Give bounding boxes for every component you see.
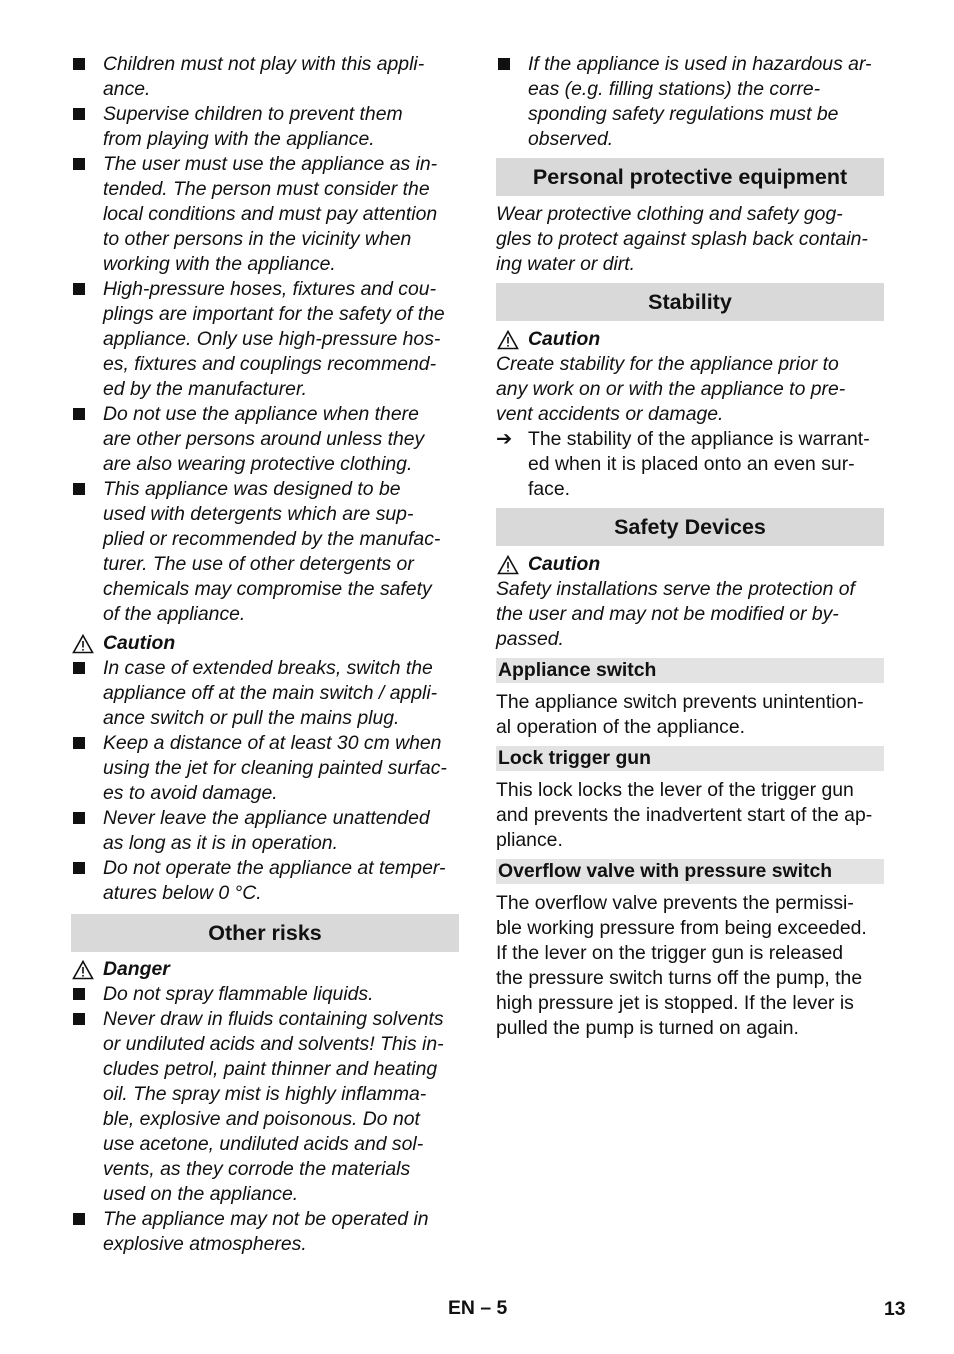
list-item-text: High-pressure hoses, fixtures and cou- plings are important for the safety of the appliance. Only use high-pressure hos- es, fixtures and couplings recommend- ed by the manufacturer.: [103, 278, 445, 400]
safety-devices-heading: Safety Devices: [496, 508, 884, 546]
list-item: [71, 656, 459, 731]
bullet-square-icon: [73, 58, 85, 70]
bullet-square-icon: [73, 108, 85, 120]
ppe-text: Wear protective clothing and safety gog- gles to protect against splash back contain- ing water or dirt.: [496, 203, 868, 275]
overflow-valve-text: The overflow valve prevents the permissi- ble working pressure from being exceeded. If the lever on the trigger gun is released the pressure switch turns off the pump, the high pressure jet is stopped. If the lever is pulled the pump is turned on again.: [496, 892, 867, 1039]
stability-heading: Stability: [496, 283, 884, 321]
stability-caution-text: Create stability for the appliance prior to any work on or with the appliance to pre- vent accidents or damage.: [496, 353, 846, 425]
left-column: [71, 52, 459, 1257]
list-item-text: Do not spray flammable liquids.: [103, 983, 374, 1005]
warning-triangle-icon: [72, 634, 94, 654]
bullet-list-danger: [71, 982, 459, 1257]
caution-label: Caution: [528, 328, 601, 350]
lock-trigger-heading: Lock trigger gun: [496, 746, 884, 771]
list-item: [71, 1207, 459, 1257]
list-item: [71, 806, 459, 856]
list-item: [71, 731, 459, 806]
bullet-square-icon: [73, 483, 85, 495]
right-column: [496, 52, 884, 1041]
ppe-heading: Personal protective equipment: [496, 158, 884, 196]
bullet-square-icon: [73, 662, 85, 674]
list-item: [71, 52, 459, 102]
list-item-text: Keep a distance of at least 30 cm when using the jet for cleaning painted surfac- es to avoid damage.: [103, 732, 447, 804]
safety-caution-heading: [496, 552, 884, 577]
list-item-text: The user must use the appliance as in- tended. The person must consider the local conditions and must pay attention to other persons in the vicinity when working with the appliance.: [103, 153, 438, 275]
lock-trigger-text: This lock locks the lever of the trigger gun and prevents the inadvertent start of the ap- pliance.: [496, 779, 873, 851]
warning-triangle-icon: [497, 330, 519, 350]
bullet-square-icon: [73, 988, 85, 1000]
list-item-text: Children must not play with this appli- ance.: [103, 53, 425, 100]
danger-label: Danger: [103, 958, 170, 980]
bullet-square-icon: [73, 862, 85, 874]
bullet-list-caution: [71, 656, 459, 906]
bullet-square-icon: [73, 408, 85, 420]
list-item: [71, 856, 459, 906]
list-item: [496, 427, 884, 502]
list-item-text: This appliance was designed to be used with detergents which are sup- plied or recommended by the manufac- turer. The use of other detergents or chemicals may compromise the safety of the appliance.: [103, 478, 441, 625]
appliance-switch-text: The appliance switch prevents unintention- al operation of the appliance.: [496, 691, 864, 738]
bullet-square-icon: [73, 1213, 85, 1225]
warning-triangle-icon: [497, 555, 519, 575]
footer-section-label: EN – 5: [448, 1297, 508, 1319]
list-item-text: Never draw in fluids containing solvents or undiluted acids and solvents! This in- cludes petrol, paint thinner and heating oil. The spray mist is highly inflamma- ble, explosive and poisonous. Do not use acetone, undiluted acids and sol- vents, as they corrode the materials used on the appliance.: [103, 1008, 444, 1205]
overflow-valve-heading: Overflow valve with pressure switch: [496, 859, 884, 884]
list-item: [496, 52, 884, 152]
stability-caution-heading: [496, 327, 884, 352]
list-item-text: Supervise children to prevent them from playing with the appliance.: [103, 103, 403, 150]
list-item-text: The stability of the appliance is warrant- ed when it is placed onto an even sur- face.: [528, 428, 870, 500]
bullet-square-icon: [73, 158, 85, 170]
list-item: [71, 1007, 459, 1207]
list-item-text: The appliance may not be operated in explosive atmospheres.: [103, 1208, 429, 1255]
list-item-text: Do not operate the appliance at temper- atures below 0 °C.: [103, 857, 446, 904]
appliance-switch-heading: Appliance switch: [496, 658, 884, 683]
bullet-square-icon: [73, 812, 85, 824]
other-risks-heading: Other risks: [71, 914, 459, 952]
list-item-text: If the appliance is used in hazardous ar- eas (e.g. filling stations) the corre- sponding safety regulations must be observed.: [528, 53, 872, 150]
page-number: 13: [884, 1298, 906, 1320]
caution-label: Caution: [528, 553, 601, 575]
bullet-square-icon: [73, 1013, 85, 1025]
list-item-text: In case of extended breaks, switch the appliance off at the main switch / appli- ance switch or pull the mains plug.: [103, 657, 438, 729]
list-item: [71, 102, 459, 152]
list-item: [71, 982, 459, 1007]
caution-heading: [71, 631, 459, 656]
bullet-square-icon: [73, 737, 85, 749]
warning-triangle-icon: [72, 960, 94, 980]
safety-caution-text: Safety installations serve the protection of the user and may not be modified or by- passed.: [496, 578, 855, 650]
list-item: [71, 477, 459, 627]
list-item: [71, 402, 459, 477]
bullet-square-icon: [73, 283, 85, 295]
arrow-right-icon: ➔: [496, 428, 513, 450]
bullet-square-icon: [498, 58, 510, 70]
list-item: [71, 277, 459, 402]
danger-heading: [71, 957, 459, 982]
list-item-text: Do not use the appliance when there are other persons around unless they are also wearing protective clothing.: [103, 403, 425, 475]
list-item-text: Never leave the appliance unattended as long as it is in operation.: [103, 807, 430, 854]
list-item: [71, 152, 459, 277]
bullet-list-general: [71, 52, 459, 627]
caution-label: Caution: [103, 632, 176, 654]
